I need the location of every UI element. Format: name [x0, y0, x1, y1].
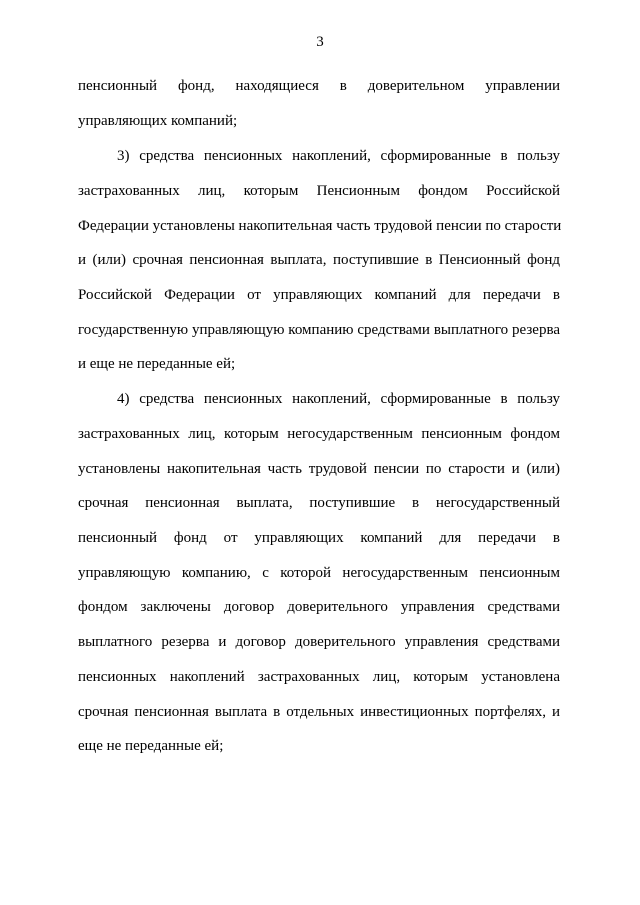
text-line: и еще не переданные ей;: [78, 356, 236, 372]
text-line: пенсионный фонд от управляющих компаний для передачи в: [78, 530, 560, 546]
text-line: фондом заключены договор доверительного управления средствами: [78, 599, 560, 615]
text-line: застрахованных лиц, которым Пенсионным фондом Российской: [78, 183, 560, 199]
text-line: управляющую компанию, с которой негосударственным пенсионным: [78, 565, 560, 581]
text-line: установлены накопительная часть трудовой пенсии по старости и (или): [78, 461, 560, 477]
text-line: срочная пенсионная выплата, поступившие в негосударственный: [78, 495, 560, 511]
text-line: управляющих компаний;: [78, 113, 238, 129]
text-line: государственную управляющую компанию средствами выплатного резерва: [78, 322, 560, 338]
text-line: еще не переданные ей;: [78, 738, 224, 754]
text-line: пенсионный фонд, находящиеся в доверительном управлении: [78, 78, 560, 94]
text-line: срочная пенсионная выплата в отдельных инвестиционных портфелях, и: [78, 704, 560, 720]
page-number: 3: [316, 34, 324, 50]
text-line: Федерации установлены накопительная часть трудовой пенсии по старости: [78, 218, 562, 234]
text-line: Российской Федерации от управляющих компаний для передачи в: [78, 287, 560, 303]
text-line: выплатного резерва и договор доверительного управления средствами: [78, 634, 560, 650]
text-line: 4) средства пенсионных накоплений, сформированные в пользу: [117, 391, 560, 407]
text-line: пенсионных накоплений застрахованных лиц, которым установлена: [78, 669, 560, 685]
text-line: и (или) срочная пенсионная выплата, поступившие в Пенсионный фонд: [78, 252, 560, 268]
text-line: 3) средства пенсионных накоплений, сформированные в пользу: [117, 148, 560, 164]
text-line: застрахованных лиц, которым негосударственным пенсионным фондом: [78, 426, 560, 442]
